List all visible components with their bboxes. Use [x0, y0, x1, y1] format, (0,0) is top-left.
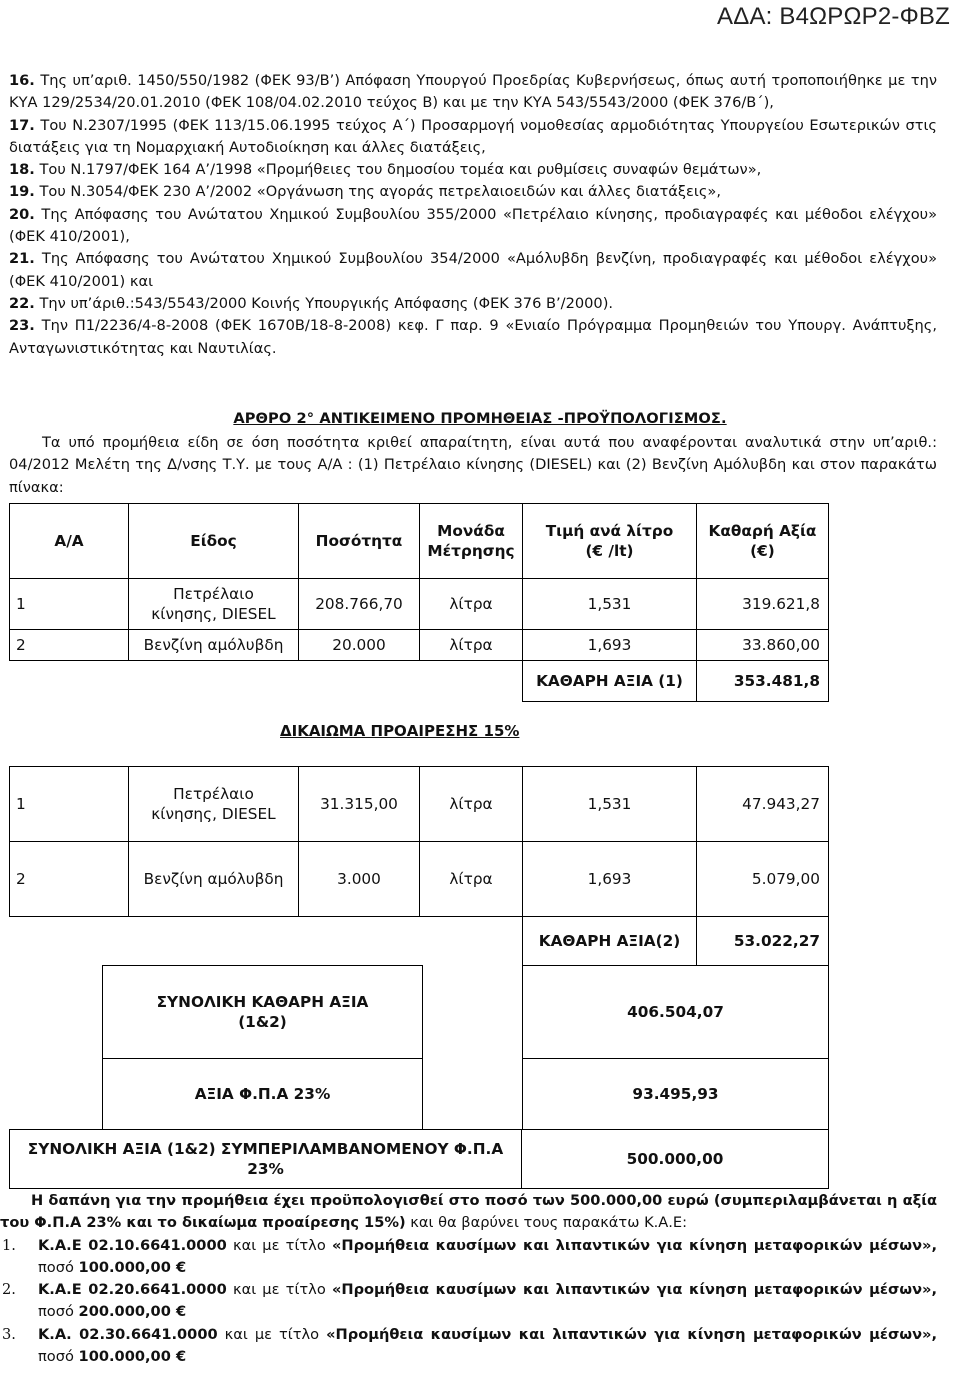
- net-total-2-value: 53.022,27: [696, 916, 829, 966]
- table-row-cell: 31.315,00: [298, 766, 420, 842]
- table-row-cell: 3.000: [298, 841, 420, 917]
- ref-21: 21. Της Απόφασης του Ανώτατου Χημικού Συμβουλίου 354/2000 «Αμόλυβδη βενζίνη, προδιαγραφές και μέθοδοι ελέγχου» (ΦΕΚ 410/2001) και: [9, 250, 937, 290]
- th-unit: Μονάδα Μέτρησης: [419, 503, 523, 579]
- table-row-cell: Πετρέλαιο κίνησης, DIESEL: [128, 766, 299, 842]
- table-row-cell: 2: [9, 629, 129, 661]
- budget-intro: Η δαπάνη για την προμήθεια έχει προϋπολογισθεί στο ποσό των 500.000,00 ευρώ (συμπεριλαμβάνεται η αξία του Φ.Π.Α 23% και το δικαίωμα προαίρεσης 15%) και θα βαρύνει τους παρακάτω Κ.Α.Ε:: [0, 1192, 937, 1232]
- article-title: ΑΡΘΡΟ 2° ΑΝΤΙΚΕΙΜΕΝΟ ΠΡΟΜΗΘΕΙΑΣ -ΠΡΟΫΠΟΛΟΓΙΣΜΟΣ.: [233, 410, 727, 427]
- ada-header: ΑΔΑ: Β4ΩΡΩΡ2-ΦΒΖ: [717, 3, 950, 30]
- table-row-cell: Βενζίνη αμόλυβδη: [128, 629, 299, 661]
- table-row-cell: λίτρα: [419, 578, 523, 630]
- net-total-1-value: 353.481,8: [696, 660, 829, 702]
- table-row-cell: 1,693: [522, 841, 697, 917]
- total-net-label: ΣΥΝΟΛΙΚΗ ΚΑΘΑΡΗ ΑΞΙΑ (1&2): [102, 965, 423, 1059]
- ref-23: 23. Την Π1/2236/4-8-2008 (ΦΕΚ 1670Β/18-8-2008) κεφ. Γ παρ. 9 «Ενιαίο Πρόγραμμα Προμηθειών του Υπουργ. Ανάπτυξης, Ανταγωνιστικότητας και Ναυτιλίας.: [9, 317, 938, 357]
- table-row-cell: Βενζίνη αμόλυβδη: [128, 841, 299, 917]
- vat-label: ΑΞΙΑ Φ.Π.Α 23%: [102, 1058, 423, 1130]
- table-row-cell: 5.079,00: [696, 841, 829, 917]
- th-quantity: Ποσότητα: [298, 503, 420, 579]
- kae-item-2: 2. Κ.Α.Ε 02.20.6641.0000 και με τίτλο «Προμήθεια καυσίμων και λιπαντικών για κίνηση μεταφορικών μέσων», ποσό 200.000,00 €: [2, 1281, 937, 1321]
- ref-17: 17. Του Ν.2307/1995 (ΦΕΚ 113/15.06.1995 τεύχος Α΄) Προσαρμογή νομοθεσίας αρμοδιότητας Υπουργείου Εσωτερικών στις διατάξεις για τη Νομαρχιακή Αυτοδιοίκηση και άλλες διατάξεις,: [9, 116, 937, 156]
- kae-item-1: 1. Κ.Α.Ε 02.10.6641.0000 και με τίτλο «Προμήθεια καυσίμων και λιπαντικών για κίνηση μεταφορικών μέσων», ποσό 100.000,00 €: [2, 1236, 937, 1276]
- table-row-cell: λίτρα: [419, 766, 523, 842]
- table-row-cell: 208.766,70: [298, 578, 420, 630]
- legal-references: [9, 70, 937, 360]
- net-total-1-label: ΚΑΘΑΡΗ ΑΞΙΑ (1): [522, 660, 697, 702]
- net-total-2-label: ΚΑΘΑΡΗ ΑΞΙΑ(2): [522, 916, 697, 966]
- vat-value: 93.495,93: [522, 1058, 829, 1130]
- ref-18: 18. Του Ν.1797/ΦΕΚ 164 Α’/1998 «Προμήθειες του δημοσίου τομέα και ρυθμίσεις συναφών θεμάτων»,: [9, 161, 762, 179]
- table-row-cell: 1: [9, 766, 129, 842]
- table-row-cell: 1,531: [522, 578, 697, 630]
- th-price: Τιμή ανά λίτρο (€ /lt): [522, 503, 697, 579]
- table-row-cell: 1: [9, 578, 129, 630]
- grand-total-label: ΣΥΝΟΛΙΚΗ ΑΞΙΑ (1&2) ΣΥΜΠΕΡΙΛΑΜΒΑΝΟΜΕΝΟΥ Φ.Π.Α 23%: [9, 1129, 522, 1189]
- table-row-cell: λίτρα: [419, 629, 523, 661]
- table-row-cell: 20.000: [298, 629, 420, 661]
- grand-total-value: 500.000,00: [521, 1129, 829, 1189]
- th-net-value: Καθαρή Αξία (€): [696, 503, 829, 579]
- table-row-cell: 47.943,27: [696, 766, 829, 842]
- table-row-cell: λίτρα: [419, 841, 523, 917]
- table-row-cell: 2: [9, 841, 129, 917]
- ref-22: 22. Την υπ’άριθ.:543/5543/2000 Κοινής Υπουργικής Απόφασης (ΦΕΚ 376 Β’/2000).: [9, 294, 614, 312]
- table-row-cell: Πετρέλαιο κίνησης, DIESEL: [128, 578, 299, 630]
- th-aa: Α/Α: [9, 503, 129, 579]
- kae-item-3: 3. Κ.Α. 02.30.6641.0000 και με τίτλο «Προμήθεια καυσίμων και λιπαντικών για κίνηση μεταφορικών μέσων», ποσό 100.000,00 €: [2, 1325, 937, 1366]
- total-net-value: 406.504,07: [522, 965, 829, 1059]
- ref-16: 16. Της υπ’αριθ. 1450/550/1982 (ΦΕΚ 93/Β’) Απόφαση Υπουργού Προεδρίας Κυβερνήσεως, όπως αυτή τροποποιήθηκε με την ΚΥΑ 129/2534/20.01.2010 (ΦΕΚ 108/04.02.2010 τεύχος Β) και με την ΚΥΑ 543/5543/2000 (ΦΕΚ 376/Β΄),: [9, 72, 937, 112]
- ref-20: 20. Της Απόφασης του Ανώτατου Χημικού Συμβουλίου 355/2000 «Πετρέλαιο κίνησης, προδιαγραφές και μέθοδοι ελέγχου» (ΦΕΚ 410/2001),: [9, 205, 937, 246]
- option-right-title: ΔΙΚΑΙΩΜΑ ΠΡΟΑΙΡΕΣΗΣ 15%: [280, 722, 520, 740]
- article-paragraph: Τα υπό προμήθεια είδη σε όση ποσότητα κριθεί απαραίτητη, είναι αυτά που αναφέρονται αναλυτικά στην υπ’αριθ.: 04/2012 Μελέτη της Δ/νσης Τ.Υ. με τους Α/Α : (1) Πετρέλαιο κίνησης (DIESEL) και (2) Βενζίνη Αμόλυβδη και στον παρακάτω πίνακα:: [9, 434, 937, 496]
- table-row-cell: 1,693: [522, 629, 697, 661]
- table-row-cell: 1,531: [522, 766, 697, 842]
- th-item: Είδος: [128, 503, 299, 579]
- ref-19: 19. Του Ν.3054/ΦΕΚ 230 Α’/2002 «Οργάνωση της αγοράς πετρελαιοειδών και άλλες διατάξεις»,: [9, 183, 722, 201]
- table-row-cell: 319.621,8: [696, 578, 829, 630]
- budget-allocation: [0, 1190, 937, 1368]
- table-row-cell: 33.860,00: [696, 629, 829, 661]
